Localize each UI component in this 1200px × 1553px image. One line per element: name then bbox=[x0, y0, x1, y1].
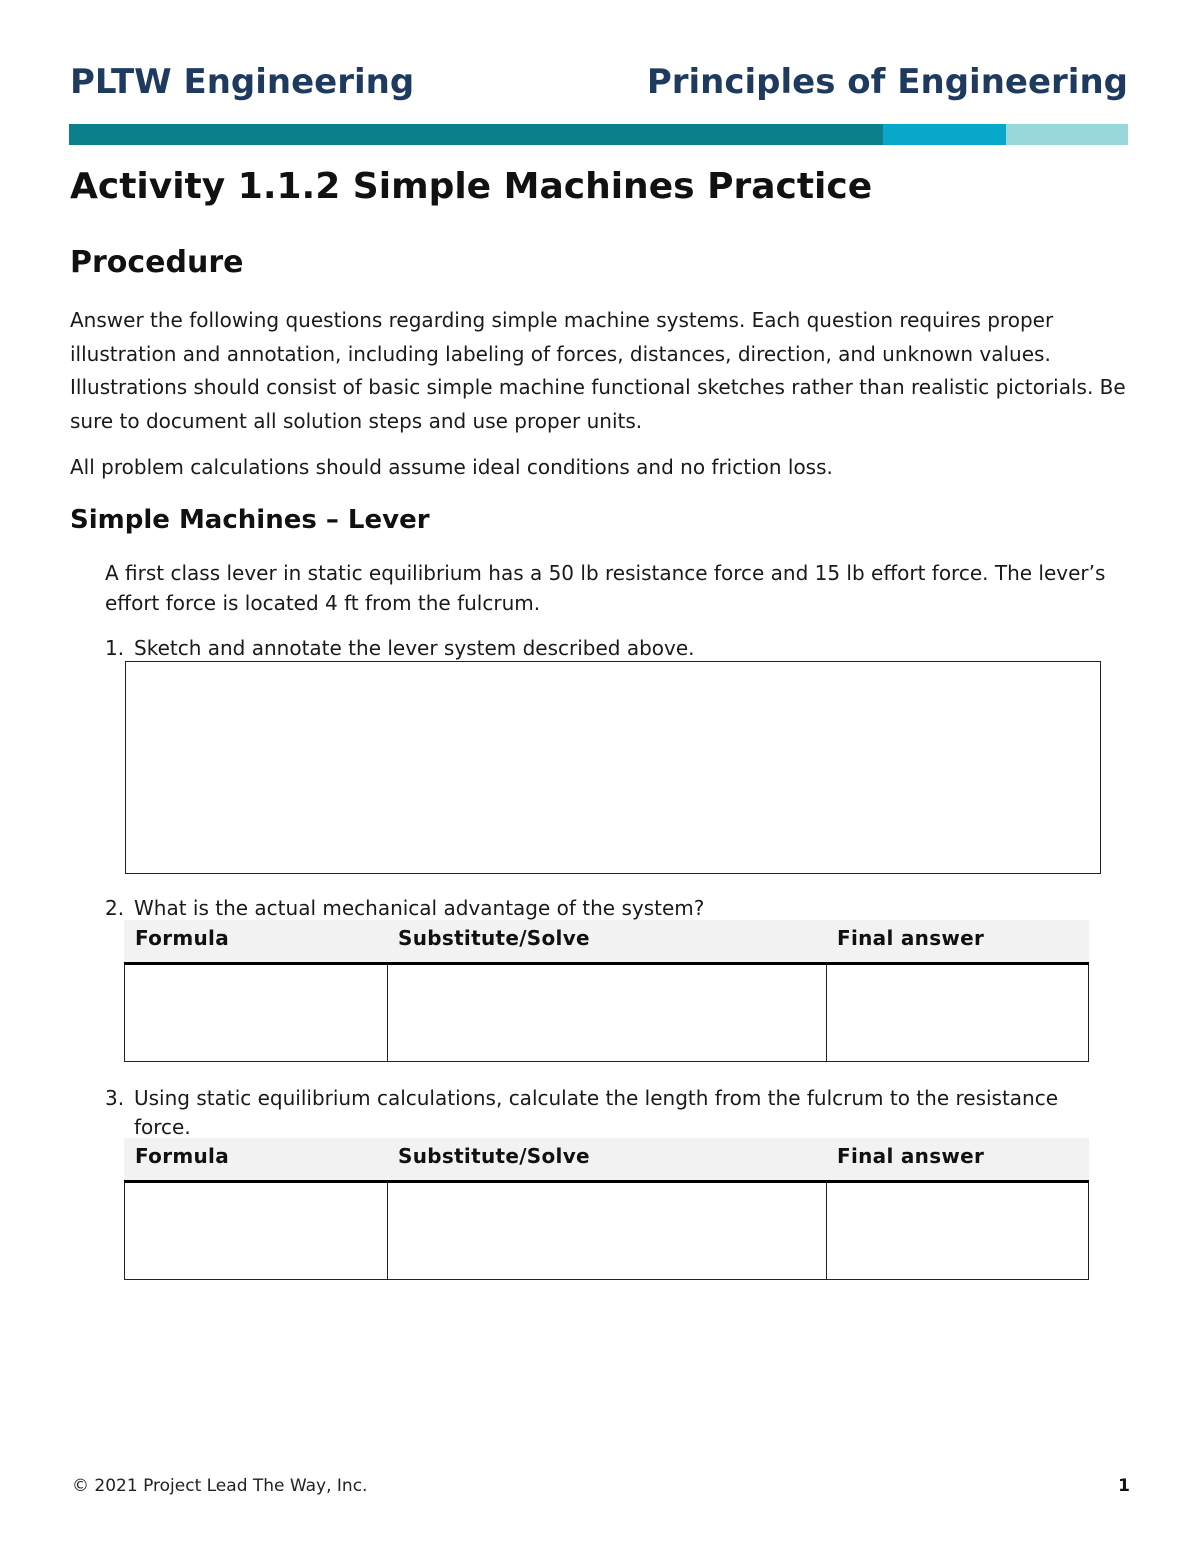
answer-table-q2 bbox=[124, 920, 1089, 1062]
substitute-header: Substitute/Solve bbox=[398, 926, 590, 950]
substitute-cell[interactable] bbox=[388, 965, 827, 1061]
question-2 bbox=[105, 894, 1105, 923]
question-text: Sketch and annotate the lever system described above. bbox=[134, 636, 695, 660]
header-course-name: Principles of Engineering bbox=[646, 62, 1128, 102]
question-number: 2. bbox=[105, 896, 125, 920]
copyright-footer: © 2021 Project Lead The Way, Inc. bbox=[72, 1476, 368, 1496]
formula-header: Formula bbox=[135, 926, 229, 950]
header-bar-segment-light bbox=[1006, 124, 1128, 145]
sketch-answer-box[interactable] bbox=[125, 661, 1101, 874]
problem-statement: A first class lever in static equilibrium has a 50 lb resistance force and 15 lb effort force. The lever’s effort force is located 4 ft from the fulcrum. bbox=[105, 561, 1106, 615]
procedure-heading: Procedure bbox=[70, 245, 244, 280]
header-course-family: PLTW Engineering bbox=[70, 62, 415, 102]
question-number: 1. bbox=[105, 636, 125, 660]
answer-table-row bbox=[124, 965, 1089, 1062]
final-answer-header: Final answer bbox=[837, 926, 985, 950]
substitute-header: Substitute/Solve bbox=[398, 1144, 590, 1168]
final-answer-header: Final answer bbox=[837, 1144, 985, 1168]
final-answer-cell[interactable] bbox=[827, 965, 1088, 1061]
answer-table-q3 bbox=[124, 1138, 1089, 1280]
question-number: 3. bbox=[105, 1086, 125, 1110]
answer-table-header bbox=[124, 1138, 1089, 1183]
answer-table-header bbox=[124, 920, 1089, 965]
activity-title: Activity 1.1.2 Simple Machines Practice bbox=[70, 166, 873, 207]
question-3 bbox=[105, 1084, 1105, 1141]
header-bar-segment-medium bbox=[883, 124, 1006, 145]
header-bar-segment-dark bbox=[69, 124, 883, 145]
question-text: Using static equilibrium calculations, calculate the length from the fulcrum to the resistance force. bbox=[134, 1086, 1059, 1139]
substitute-cell[interactable] bbox=[388, 1183, 827, 1279]
formula-cell[interactable] bbox=[125, 1183, 388, 1279]
formula-header: Formula bbox=[135, 1144, 229, 1168]
procedure-intro: Answer the following questions regarding simple machine systems. Each question requires proper illustration and annotation, including labeling of forces, distances, direction, and unknown values. Illustrations should consist of basic simple machine functional sketches rather than realistic pictorials. Be sure to document all solution steps and use proper units. bbox=[70, 308, 1126, 433]
final-answer-cell[interactable] bbox=[827, 1183, 1088, 1279]
answer-table-row bbox=[124, 1183, 1089, 1280]
question-text: What is the actual mechanical advantage of the system? bbox=[134, 896, 705, 920]
section-heading: Simple Machines – Lever bbox=[70, 505, 430, 535]
procedure-note: All problem calculations should assume ideal conditions and no friction loss. bbox=[70, 455, 833, 479]
page-number: 1 bbox=[1118, 1476, 1130, 1496]
formula-cell[interactable] bbox=[125, 965, 388, 1061]
question-1 bbox=[105, 634, 1105, 663]
